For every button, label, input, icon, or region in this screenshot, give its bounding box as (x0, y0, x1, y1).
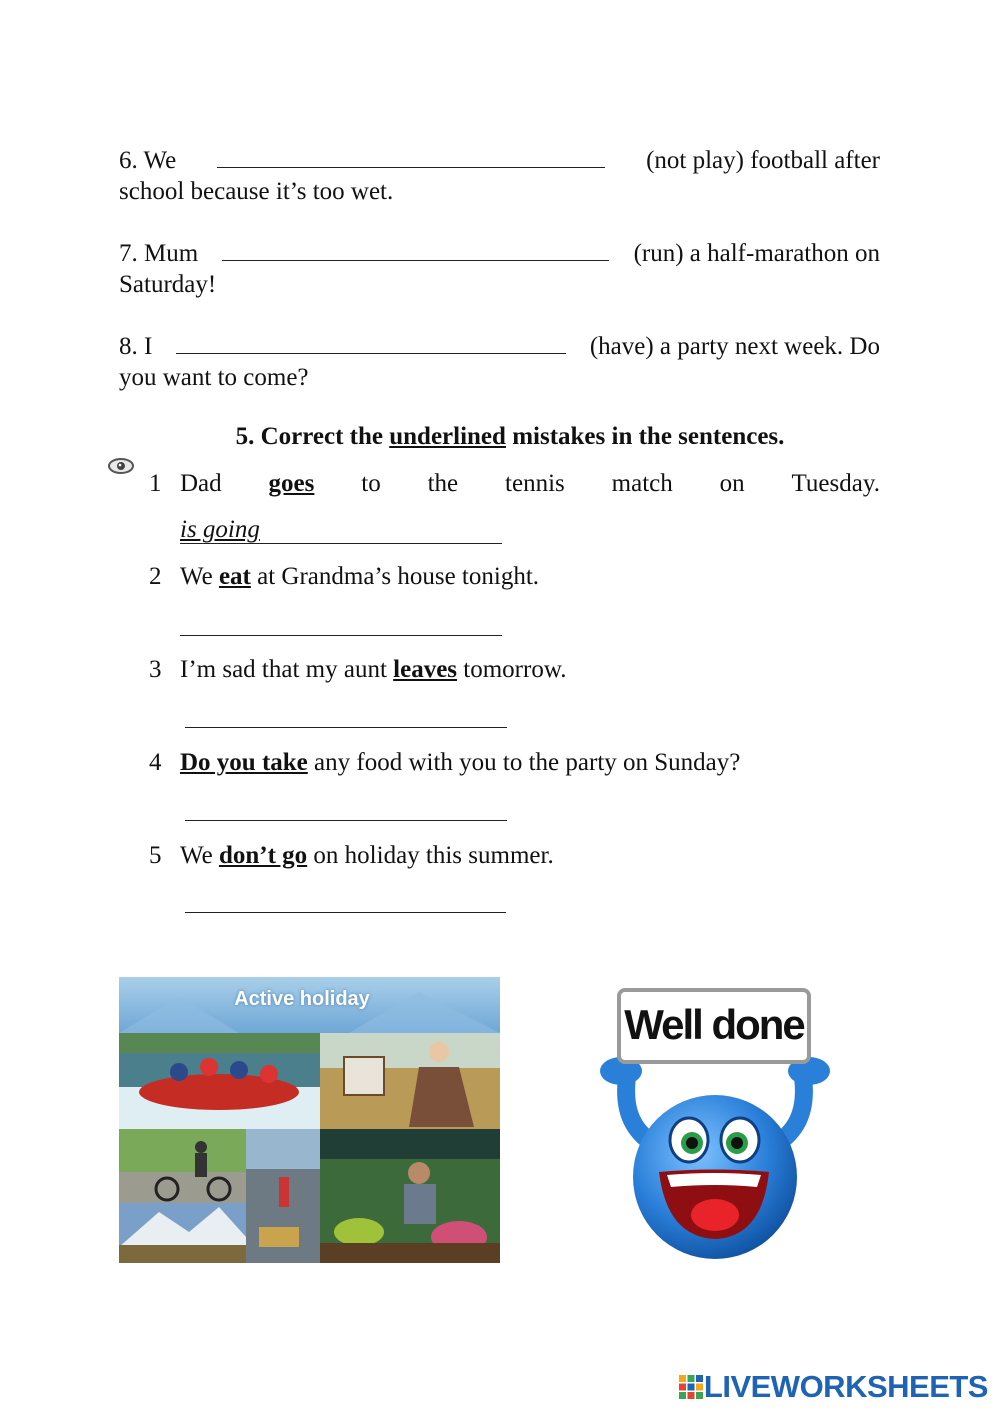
item-8-hint: (have) a party next week. Do (589, 333, 880, 360)
item-4-number: 4 (149, 749, 162, 776)
item-6-blank[interactable] (217, 147, 605, 168)
item-8-start: 8. I (119, 333, 153, 360)
sentence-text: We (180, 563, 219, 590)
sentence-text: We (180, 842, 219, 869)
collage-title: Active holiday (234, 988, 370, 1010)
underlined-mistake: goes (268, 470, 315, 497)
exercise4-item-8 (119, 331, 880, 393)
underlined-mistake: leaves (393, 656, 458, 683)
item-4-sentence (180, 749, 740, 777)
title-suffix: mistakes in the sentences. (505, 423, 785, 450)
exercise4-item-7 (119, 238, 880, 300)
sentence-text: at Grandma’s house tonight. (250, 563, 540, 590)
item-5-answer-field[interactable] (185, 912, 506, 913)
item-3-answer-field[interactable] (185, 727, 507, 728)
sentence-text: on holiday this summer. (307, 842, 554, 869)
word: Dad (180, 470, 222, 497)
word: match (611, 470, 673, 497)
eye-icon[interactable] (107, 456, 135, 476)
logo-text: LIVEWORKSHEETS (703, 1369, 988, 1404)
title-underlined: underlined (389, 423, 506, 450)
underlined-mistake: Do you take (180, 749, 308, 776)
item-3-sentence (180, 656, 567, 684)
word: on (719, 470, 745, 497)
collage-image (119, 977, 500, 1263)
item-8-end: you want to come? (119, 364, 309, 391)
word: tennis (505, 470, 565, 497)
sentence-text: tomorrow. (457, 656, 567, 683)
item-4-answer-field[interactable] (185, 820, 507, 821)
exercise5-title (0, 423, 1000, 451)
item-3-number: 3 (149, 656, 162, 683)
word: the (427, 470, 459, 497)
exercise4-item-6 (119, 145, 880, 207)
item-1-answer: is going (180, 516, 260, 543)
sentence-text: any food with you to the party on Sunday? (307, 749, 741, 776)
word: Tuesday. (791, 470, 880, 497)
item-5-number: 5 (149, 842, 162, 869)
sign-text: Well done (624, 1001, 804, 1048)
title-prefix: 5. Correct the (235, 423, 390, 450)
item-5-sentence (180, 842, 554, 870)
item-7-blank[interactable] (222, 240, 609, 261)
item-1-sentence (180, 470, 880, 498)
item-2-answer-field[interactable] (180, 635, 502, 636)
item-1-answer-field[interactable] (180, 516, 502, 544)
sentence-text: I’m sad that my aunt (180, 656, 394, 683)
underlined-mistake: don’t go (218, 842, 308, 869)
item-6-start: 6. We (119, 147, 177, 174)
item-7-hint: (run) a half-marathon on (633, 240, 880, 267)
item-6-end: school because it’s too wet. (119, 178, 394, 205)
well-done-smiley (597, 987, 833, 1263)
word: to (361, 470, 381, 497)
underlined-mistake: eat (218, 563, 251, 590)
item-6-hint: (not play) football after (646, 147, 880, 174)
logo-grid-icon (678, 1374, 704, 1400)
item-2-number: 2 (149, 563, 162, 590)
item-7-start: 7. Mum (119, 240, 199, 267)
item-8-blank[interactable] (176, 333, 566, 354)
active-holiday-collage (119, 977, 500, 1263)
liveworksheets-logo (678, 1370, 988, 1404)
item-1-number: 1 (149, 470, 162, 497)
item-7-end: Saturday! (119, 271, 217, 298)
item-2-sentence (180, 563, 539, 591)
